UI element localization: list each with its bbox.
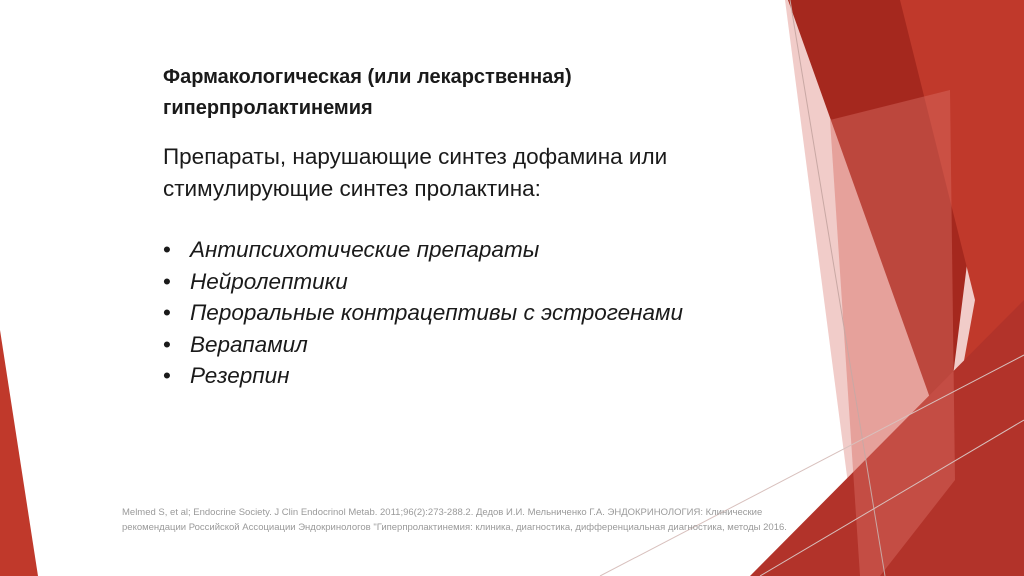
drug-bullet-list xyxy=(163,234,683,392)
bullet-item xyxy=(163,360,683,392)
reference-line: Melmed S, et al; Endocrine Society. J Clin Endocrinol Metab. 2011;96(2):273-288.2. Дедов И.И. Мельниченко Г.А. ЭНДОКРИНОЛОГИЯ: Клинические xyxy=(122,507,763,518)
slide-title-line: Фармакологическая (или лекарственная) xyxy=(163,66,572,88)
references xyxy=(122,506,922,535)
slide-intro xyxy=(163,141,783,205)
bullet-text: Резерпин xyxy=(190,363,290,388)
bullet-text: Антипсихотические препараты xyxy=(190,237,540,262)
reference-line: рекомендации Российской Ассоциации Эндокринологов "Гиперпролактинемия: клиника, диагностика, дифференциальная диагностика, методы 2016. xyxy=(122,521,787,533)
decor-left-sliver xyxy=(0,330,38,576)
bullet-dot: • xyxy=(163,300,171,325)
bullet-text: Нейролептики xyxy=(190,268,348,294)
slide-intro-line: стимулирующие синтез пролактина: xyxy=(163,176,541,201)
bullet-dot: • xyxy=(163,363,171,388)
bullet-item xyxy=(163,297,683,329)
bullet-item xyxy=(163,234,683,266)
bullet-item xyxy=(163,329,683,361)
bullet-item xyxy=(163,266,683,298)
slide-title xyxy=(163,62,763,124)
bullet-dot: • xyxy=(163,237,171,262)
slide-intro-line: Препараты, нарушающие синтез дофамина или xyxy=(163,144,668,169)
bullet-text: Верапамил xyxy=(190,331,308,357)
bullet-text: Пероральные контрацептивы с эстрогенами xyxy=(190,300,683,325)
slide-title-line: гиперпролактинемия xyxy=(163,97,373,119)
bullet-dot: • xyxy=(163,268,171,294)
bullet-dot: • xyxy=(163,331,171,357)
